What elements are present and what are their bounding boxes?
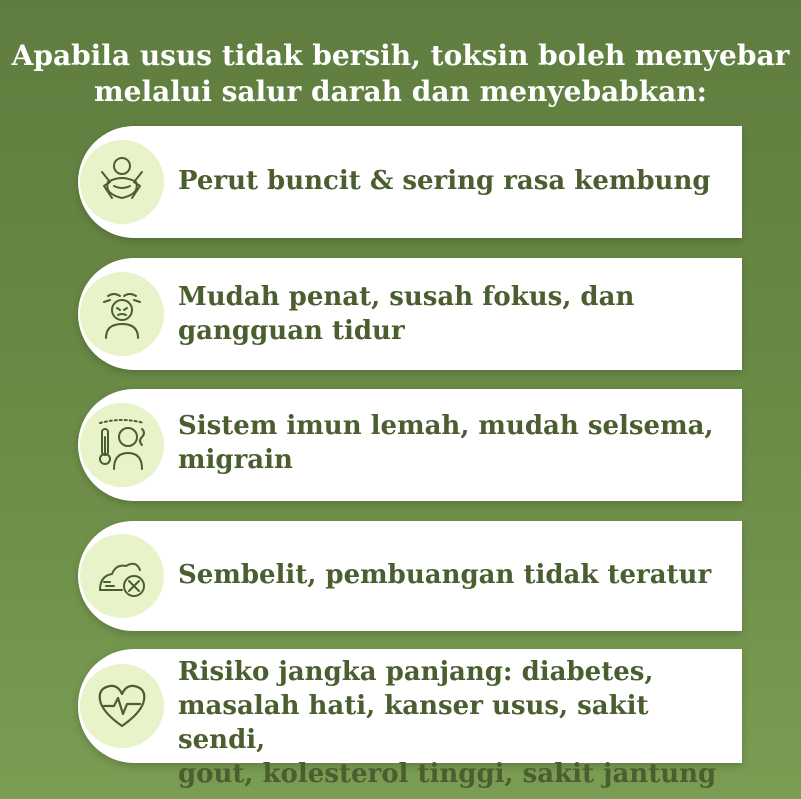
symptom-line: migrain	[178, 445, 293, 475]
symptom-card-fatigue	[78, 258, 742, 370]
symptom-text	[178, 409, 732, 477]
symptom-card-long-term-risk	[78, 649, 742, 789]
icon-circle	[80, 140, 164, 224]
symptom-line: Sembelit, pembuangan tidak teratur	[178, 560, 712, 590]
symptom-line: gangguan tidur	[178, 316, 405, 346]
symptom-line: Sistem imun lemah, mudah selsema,	[178, 411, 714, 441]
symptom-text	[178, 164, 732, 198]
symptom-card-constipation	[78, 521, 742, 631]
symptom-line: gout, kolesterol tinggi, sakit jantung	[178, 759, 717, 789]
symptom-line: Mudah penat, susah fokus, dan	[178, 282, 635, 312]
icon-circle	[80, 403, 164, 487]
symptom-text	[178, 655, 732, 791]
symptom-line: masalah hati, kanser usus, sakit sendi,	[178, 691, 649, 755]
icon-circle	[80, 664, 164, 748]
headline-line-2: melalui salur darah dan menyebabkan:	[94, 75, 707, 108]
headline-line-1: Apabila usus tidak bersih, toksin boleh menyebar	[11, 39, 790, 72]
bloated-stomach-icon	[92, 152, 152, 212]
symptom-text	[178, 280, 732, 348]
symptom-line: Risiko jangka panjang: diabetes,	[178, 657, 654, 687]
symptom-line: Perut buncit & sering rasa kembung	[178, 166, 711, 196]
headline	[0, 38, 801, 110]
icon-circle	[80, 272, 164, 356]
digestion-blocked-icon	[92, 546, 152, 606]
symptom-card-bloating	[78, 126, 742, 238]
icon-circle	[80, 534, 164, 618]
fever-thermometer-icon	[92, 415, 152, 475]
tired-person-icon	[92, 284, 152, 344]
heart-pulse-icon	[92, 676, 152, 736]
symptom-card-immunity	[78, 389, 742, 501]
symptom-text	[178, 558, 732, 592]
